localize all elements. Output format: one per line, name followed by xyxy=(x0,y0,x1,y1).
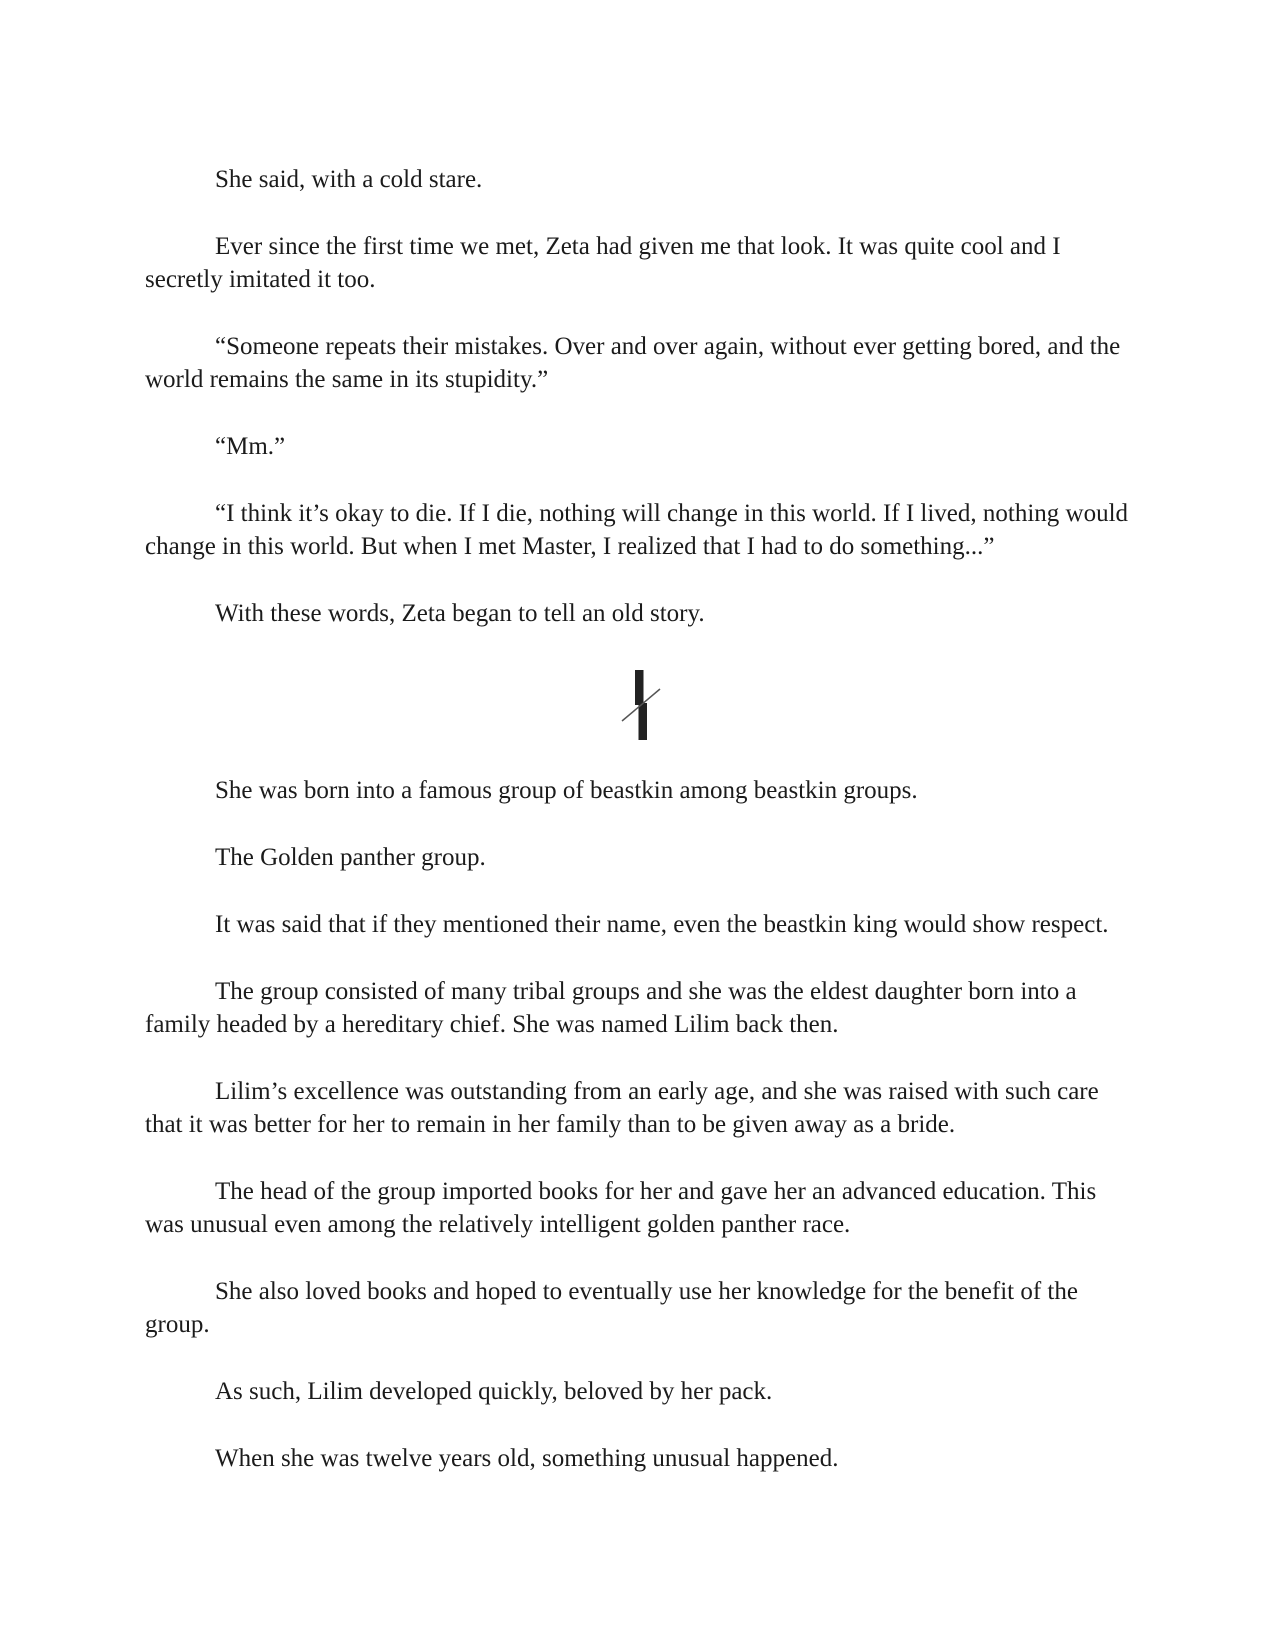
paragraph: “Mm.” xyxy=(215,433,286,460)
scene-divider-icon xyxy=(616,669,664,741)
paragraph: She said, with a cold stare. xyxy=(215,166,483,193)
paragraph: With these words, Zeta began to tell an old story. xyxy=(215,600,705,627)
paragraph: The Golden panther group. xyxy=(215,844,486,871)
paragraph: The head of the group imported books for her and gave her an advanced education. This was unusual even among the relatively intelligent golden panther race. xyxy=(145,1178,1097,1238)
paragraph: When she was twelve years old, something unusual happened. xyxy=(215,1445,839,1472)
paragraph: The group consisted of many tribal groups and she was the eldest daughter born into a family headed by a hereditary chief. She was named Lilim back then. xyxy=(145,978,1077,1038)
paragraph: It was said that if they mentioned their name, even the beastkin king would show respect. xyxy=(215,911,1109,938)
paragraph: As such, Lilim developed quickly, beloved by her pack. xyxy=(215,1378,773,1405)
paragraph: She also loved books and hoped to eventually use her knowledge for the benefit of the group. xyxy=(145,1278,1078,1338)
paragraph: She was born into a famous group of beastkin among beastkin groups. xyxy=(215,777,918,804)
paragraph: “I think it’s okay to die. If I die, nothing will change in this world. If I lived, nothing would change in this world. But when I met Master, I realized that I had to do something...” xyxy=(145,500,1129,560)
paragraph: Ever since the first time we met, Zeta had given me that look. It was quite cool and I secretly imitated it too. xyxy=(145,233,1061,293)
scene-break-divider xyxy=(145,664,1135,746)
paragraph: “Someone repeats their mistakes. Over and over again, without ever getting bored, and the world remains the same in its stupidity.” xyxy=(145,333,1121,393)
paragraph: Lilim’s excellence was outstanding from an early age, and she was raised with such care that it was better for her to remain in her family than to be given away as a bride. xyxy=(145,1078,1099,1138)
